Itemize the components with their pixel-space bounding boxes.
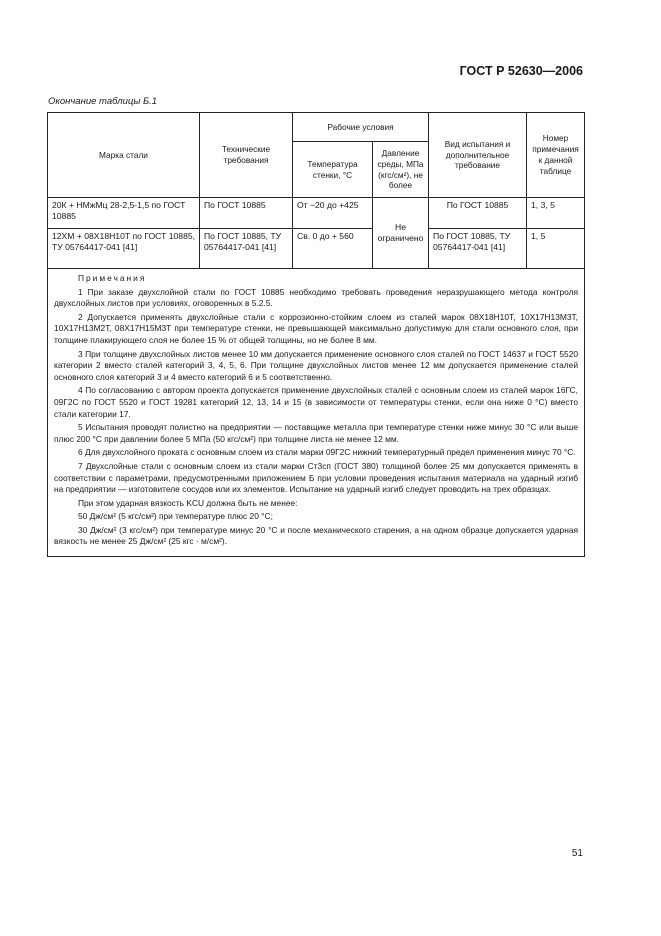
header-working-conditions: Рабочие условия bbox=[293, 113, 429, 142]
row1-grade: 20К + НМжМц 28-2,5-1,5 по ГОСТ 10885 bbox=[48, 198, 200, 229]
note-7: 7 Двухслойные стали с основным слоем из стали марки Ст3сп (ГОСТ 380) толщиной более 25 мм допускается применять в соответствии с параметрами, предусмотренными приложением Б при условии проведения испытания материала на ударный изгиб на предприятии — изготовителе сосудов или их элементов. Испытание на ударный изгиб следует проводить на трех образцах. bbox=[54, 460, 579, 495]
notes-title: Примечания bbox=[78, 273, 147, 283]
row2-grade: 12ХМ + 08Х18Н10Т по ГОСТ 10885, ТУ 05764417-041 [41] bbox=[48, 229, 200, 269]
note-3: 3 При толщине двухслойных листов менее 10 мм допускается применение основного слоя сталей по ГОСТ 14637 и ГОСТ 5520 категории 2 вместо сталей категорий 3, 4, 5, 6. При толщине двухслойных листов менее 12 мм допускается применение сталей основного слоя категорий 3 и 4 вместо категорий 6 и 5 соответственно. bbox=[54, 348, 579, 382]
note-1: 1 При заказе двухслойной стали по ГОСТ 10885 необходимо требовать проведения неразрушающего метода контроля двухслойных листов при условиях, оговоренных в 5.2.5. bbox=[54, 286, 579, 309]
note-5: 5 Испытания проводят полистно на предприятии — поставщике металла при температуре стенки ниже минус 30 °С или выше плюс 200 °С при давлении более 5 МПа (50 кгс/см²) при толщине листа не менее 12 мм. bbox=[54, 422, 579, 444]
header-temperature: Температура стенки, °С bbox=[293, 142, 373, 198]
row1-temperature: От −20 до +425 bbox=[293, 198, 373, 229]
row1-notes: 1, 3, 5 bbox=[527, 198, 585, 229]
header-tech-req: Технические требования bbox=[200, 113, 293, 198]
row2-notes: 1, 5 bbox=[527, 229, 585, 269]
note-7-kcu-intro: При этом ударная вязкость KCU должна быть не менее: bbox=[78, 497, 298, 508]
page-number: 51 bbox=[571, 848, 583, 859]
note-2: 2 Допускается применять двухслойные стали с коррозионно-стойким слоем из сталей марок 08Х18Н10Т, 10Х17Н13М3Т, 10Х17Н13М2Т, 08Х17Н15М3Т при температуре стенки, не превышающей максимально допустимую для стали основного слоя, при толщине плакирующего слоя не более 15 % от общей толщины, но не более 8 мм. bbox=[54, 311, 579, 345]
note-4: 4 По согласованию с автором проекта допускается применение двухслойных сталей с основным слоем из сталей марок 16ГС, 09Г2С по ГОСТ 5520 и ГОСТ 19281 категорий 12, 13, 14 и 15 (в зависимости от температуры стенки, если она ниже 0 °С) вместо стали категории 17. bbox=[54, 385, 579, 419]
note-6: 6 Для двухслойного проката с основным слоем из стали марки 09Г2С нижний температурный предел применения минус 70 °С. bbox=[78, 447, 576, 458]
row1-test-type: По ГОСТ 10885 bbox=[429, 198, 527, 229]
header-test-type: Вид испытания и дополнительное требование bbox=[429, 113, 527, 198]
row2-test-type: По ГОСТ 10885, ТУ 05764417-041 [41] bbox=[429, 229, 527, 269]
note-7-kcu-plus20: 50 Дж/см² (5 кгс/см²) при температуре плюс 20 °С; bbox=[78, 511, 273, 522]
pressure-shared: Не ограничено bbox=[373, 198, 429, 269]
steel-grades-table bbox=[47, 112, 585, 557]
row2-temperature: Св. 0 до + 560 bbox=[293, 229, 373, 269]
row2-tech-req: По ГОСТ 10885, ТУ 05764417-041 [41] bbox=[200, 229, 293, 269]
header-pressure: Давление среды, МПа (кгс/см²), не более bbox=[373, 142, 429, 198]
row1-tech-req: По ГОСТ 10885 bbox=[200, 198, 293, 229]
note-7-kcu-minus20: 30 Дж/см² (3 кгс/см²) при температуре минус 20 °С и после механического старения, а на одном образце допускается ударная вязкость не менее 25 Дж/см² (25 кгс · м/см²). bbox=[54, 524, 579, 547]
notes-block bbox=[48, 269, 585, 557]
table-caption: Окончание таблицы Б.1 bbox=[48, 96, 158, 107]
standard-designation: ГОСТ Р 52630—2006 bbox=[459, 64, 583, 78]
header-note-no: Номер примечания к данной таблице bbox=[527, 113, 585, 198]
header-grade: Марка стали bbox=[48, 113, 200, 198]
